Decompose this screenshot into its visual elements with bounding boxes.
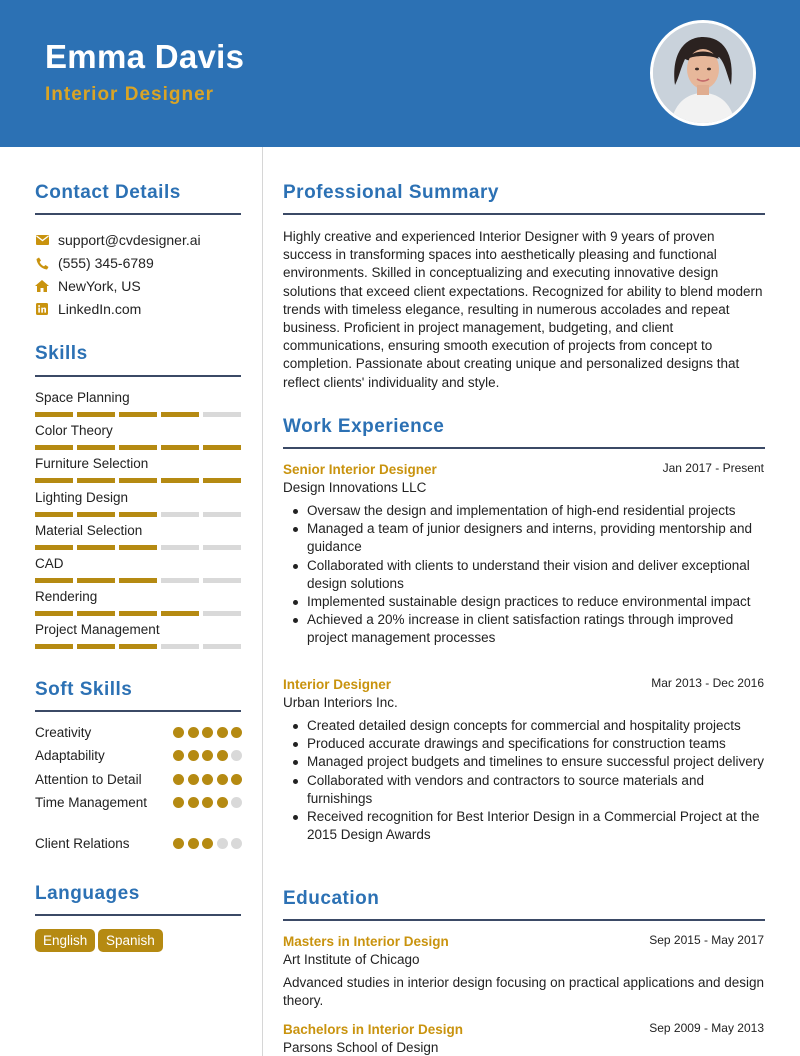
rating-dot [217,838,228,849]
skill-level-segment [119,644,157,649]
list-item: Created detailed design concepts for commercial and hospitality projects [307,717,765,735]
soft-skill-rating [173,750,242,761]
soft-skill-name: Creativity [35,725,92,740]
rating-dot [188,838,199,849]
soft-skill-name: Attention to Detail [35,772,142,787]
summary-rule [283,213,765,215]
rating-dot [202,797,213,808]
job-dates: Mar 2013 - Dec 2016 [651,676,764,690]
skill-level-segment [77,478,115,483]
skill-level-segment [161,445,199,450]
skill-level-segment [35,545,73,550]
skill-level-bar [35,445,241,450]
skill-level-segment [203,412,241,417]
skill-name: Project Management [35,622,160,638]
skill-level-segment [35,478,73,483]
list-item: Received recognition for Best Interior Design in a Commercial Project at the 2015 Design Awards [307,808,765,844]
contact-phone [35,254,154,272]
degree-dates: Sep 2015 - May 2017 [649,933,764,947]
candidate-role: Interior Designer [45,84,215,105]
rating-dot [188,797,199,808]
rating-dot [231,797,242,808]
soft-skills-title: Soft Skills [35,679,133,700]
skill-level-segment [119,478,157,483]
rating-dot [217,797,228,808]
soft-skill-rating [173,774,242,785]
skill-level-segment [119,545,157,550]
skill-name: Space Planning [35,390,130,405]
job-title: Interior Designer [283,677,392,692]
list-item: Implemented sustainable design practices to reduce environmental impact [307,593,765,611]
rating-dot [188,750,199,761]
skill-name: Rendering [35,589,98,605]
skill-level-segment [161,644,199,649]
language-badge-spanish: Spanish [98,929,163,952]
school-name: Art Institute of Chicago [283,952,420,967]
degree-description: Advanced studies in interior design focusing on practical applications and design theory. [283,975,765,1009]
profile-photo [650,20,756,126]
skill-level-segment [203,578,241,583]
home-icon [35,279,49,293]
rating-dot [202,838,213,849]
skill-level-segment [203,512,241,517]
skill-level-segment [161,545,199,550]
skill-level-segment [161,578,199,583]
skill-level-segment [35,445,73,450]
linkedin-icon [35,302,49,316]
soft-skill-rating [173,727,242,738]
skill-level-segment [161,478,199,483]
skill-level-segment [203,545,241,550]
rating-dot [217,774,228,785]
languages-title: Languages [35,883,140,904]
job-dates: Jan 2017 - Present [662,461,764,475]
skill-level-segment [77,578,115,583]
skill-level-segment [203,478,241,483]
skill-level-segment [77,512,115,517]
rating-dot [173,838,184,849]
job-company: Urban Interiors Inc. [283,695,398,710]
skill-level-segment [203,445,241,450]
skill-name: Lighting Design [35,489,129,505]
rating-dot [173,750,184,761]
skill-level-bar [35,545,241,550]
skill-level-segment [77,412,115,417]
summary-title: Professional Summary [283,182,499,203]
experience-rule [283,447,765,449]
skill-level-segment [119,578,157,583]
rating-dot [231,750,242,761]
rating-dot [231,838,242,849]
contact-linkedin[interactable] [35,300,141,318]
candidate-name: Emma Davis [45,38,245,75]
language-badge-english: English [35,929,95,952]
skill-name: CAD [35,556,64,571]
skill-level-segment [35,578,73,583]
location-text: NewYork, US [58,278,141,294]
skill-name: Furniture Selection [35,456,149,472]
rating-dot [173,727,184,738]
skill-level-segment [77,445,115,450]
job-bullets [307,502,765,648]
soft-skills-rule [35,710,241,712]
skill-level-segment [35,512,73,517]
contact-rule [35,213,241,215]
rating-dot [188,774,199,785]
skill-level-bar [35,611,241,616]
list-item: Collaborated with vendors and contractors to source materials and furnishings [307,772,765,808]
list-item: Managed a team of junior designers and interns, providing mentorship and guidance [307,520,765,556]
skill-level-segment [161,512,199,517]
envelope-icon [35,233,49,247]
job-title: Senior Interior Designer [283,462,437,477]
soft-skill-name: Time Management [35,795,148,810]
job-bullets [307,717,765,844]
email-text: support@cvdesigner.ai [58,232,201,248]
skill-level-bar [35,412,241,417]
rating-dot [173,774,184,785]
skill-level-segment [119,445,157,450]
skill-name: Color Theory [35,423,113,439]
degree-title: Masters in Interior Design [283,934,449,949]
contact-email [35,231,201,249]
languages-rule [35,914,241,916]
phone-icon [35,256,49,270]
soft-skill-name: Adaptability [35,748,105,763]
skill-level-segment [119,611,157,616]
skill-level-bar [35,512,241,517]
soft-skill-rating [173,797,242,808]
rating-dot [231,774,242,785]
degree-title: Bachelors in Interior Design [283,1022,464,1037]
skill-level-bar [35,644,241,649]
rating-dot [217,750,228,761]
skill-name: Material Selection [35,522,143,538]
list-item: Managed project budgets and timelines to ensure successful project delivery [307,753,765,771]
column-divider [262,147,263,1056]
rating-dot [217,727,228,738]
skill-level-segment [161,412,199,417]
skill-level-bar [35,478,241,483]
summary-text: Highly creative and experienced Interior Designer with 9 years of proven success in transforming spaces into aesthetically pleasing and functional environments. Skilled in conceptualizing and executing innovative design solutions that exceed client expectations. Recognized for ability to blend modern trends with timeless elegance, resulting in numerous accolades and repeat business. Proficient in project management, budgeting, and client communications, ensuring smooth execution of projects from concept to completion. Passionate about creating unique and personalized designs that reflect clients' individuality and style. [283,229,763,390]
skill-level-segment [77,545,115,550]
experience-title: Work Experience [283,416,445,437]
list-item: Oversaw the design and implementation of high-end residential projects [307,502,765,520]
rating-dot [188,727,199,738]
rating-dot [173,797,184,808]
list-item: Collaborated with clients to understand their vision and deliver exceptional design solutions [307,557,765,593]
soft-skill-name: Client Relations [35,836,130,851]
education-rule [283,919,765,921]
skill-level-segment [35,644,73,649]
skills-rule [35,375,241,377]
list-item: Achieved a 20% increase in client satisfaction ratings through improved project management processes [307,611,765,647]
skill-level-bar [35,578,241,583]
skill-level-segment [203,611,241,616]
skill-level-segment [119,412,157,417]
soft-skill-rating [173,838,242,849]
rating-dot [202,727,213,738]
contact-title: Contact Details [35,182,181,203]
education-title: Education [283,888,380,909]
rating-dot [231,727,242,738]
rating-dot [202,774,213,785]
rating-dot [202,750,213,761]
list-item: Produced accurate drawings and specifications for construction teams [307,735,765,753]
job-company: Design Innovations LLC [283,480,427,495]
skill-level-segment [77,611,115,616]
skill-level-segment [203,644,241,649]
skill-level-segment [119,512,157,517]
skill-level-segment [161,611,199,616]
header-banner [0,0,800,147]
linkedin-text[interactable]: LinkedIn.com [58,301,142,317]
skills-title: Skills [35,343,88,364]
skill-level-segment [35,611,73,616]
phone-text: (555) 345-6789 [58,255,154,271]
skill-level-segment [35,412,73,417]
contact-location [35,277,141,295]
skill-level-segment [77,644,115,649]
school-name: Parsons School of Design [283,1040,439,1055]
degree-dates: Sep 2009 - May 2013 [649,1021,764,1035]
